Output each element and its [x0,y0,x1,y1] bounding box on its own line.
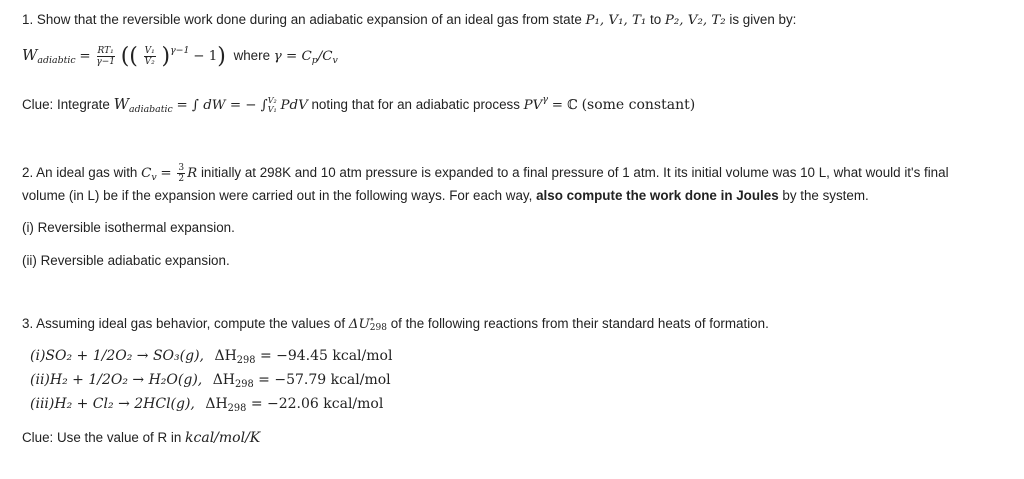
w-label: W [22,46,38,64]
q2-frac-den: 2 [178,174,185,184]
q1-is-given: is given by: [729,12,797,27]
frac-rt-den: γ−1 [96,56,115,67]
q1-text: 1. Show that the reversible work done during an adiabatic expansion of an ideal gas from state [22,12,582,27]
q1-line1 [22,12,796,28]
reaction-value: = −94.45 kcal/mol [259,348,393,364]
q2-intro: 2. An ideal gas with [22,165,138,181]
q3-clue-unit: kcal/mol/K [185,430,261,446]
q2-line2-a: volume (in L) be if the expansion were carried out in the following ways. For each way, [22,188,533,203]
q2-part2: (ii) Reversible adiabatic expansion. [22,253,230,268]
frac-rt [96,46,115,67]
reaction-value: = −22.06 kcal/mol [250,396,384,412]
q3-intro [22,316,769,332]
clue-w: W [113,95,129,113]
q2-cv-eq: = [160,166,172,182]
noting-text: noting that for an adiabatic process [311,97,520,112]
q2-line2 [22,188,869,203]
paren-close: ) [217,44,226,69]
frac-v [144,46,156,67]
q2-frac-num: 3 [178,163,185,173]
q3-du-scripts [370,316,387,332]
q2-line2-b: by the system. [782,188,869,203]
q3-clue-text: Clue: Use the value of R in [22,430,182,445]
frac-rt-num: RT₁ [97,45,114,56]
gamma-def: γ = C [273,49,312,64]
reaction-row [30,396,383,414]
q1-state1: P₁, V₁, T₁ [585,13,647,28]
q3-intro-b: of the following reactions from their standard heats of formation. [390,316,769,331]
q1-formula [22,44,338,69]
q1-clue [22,94,695,115]
cp-sub: p [311,55,318,66]
reaction-row [30,348,392,366]
q2-line2-bold: also compute the work done in Joules [536,188,779,203]
reaction-dh-sub: 298 [236,355,256,366]
q2-r: R [187,166,198,182]
q3-du-sup: ∘ [369,315,375,326]
pdv: PdV [280,98,308,113]
q1-state2: P₂, V₂, T₂ [664,13,726,28]
reaction-eq: SO₂ + 1/2O₂ → SO₃(g), [45,348,204,364]
paren-open: (( [120,44,138,69]
reaction-dh: ΔH [214,348,237,364]
reaction-row [30,372,391,390]
cv-sub: v [332,55,338,66]
frac-v-den: V₂ [144,56,155,67]
equals: = [79,49,91,64]
q3-du: ΔU [348,317,370,332]
q2-frac [177,163,185,184]
q2-part1: (i) Reversible isothermal expansion. [22,220,235,235]
q2-cv: C [141,166,152,182]
reaction-eq: H₂ + Cl₂ → 2HCl(g), [54,396,195,412]
reaction-label: (ii) [30,372,50,388]
q1-to: to [650,12,662,27]
reaction-dh: ΔH [205,396,228,412]
const-text: (some constant) [581,97,696,113]
reaction-dh-sub: 298 [227,403,247,414]
frac-v-num: V₁ [144,45,155,56]
q3-du-sub: 298 [369,323,387,334]
reaction-label: (i) [30,348,46,364]
reaction-dh: ΔH [212,372,236,388]
reaction-dh-sub: 298 [235,379,254,390]
slash-c: /C [317,49,333,64]
q2-line1 [22,163,949,184]
clue-label: Clue: Integrate [22,97,110,112]
q2-cv-sub: v [151,172,157,184]
reaction-eq: H₂ + 1/2O₂ → H₂O(g), [49,372,203,388]
q3-intro-a: 3. Assuming ideal gas behavior, compute the values of [22,316,346,331]
q3-clue [22,430,260,446]
where-text: where [233,48,271,63]
int-lower: V₁ [267,105,277,115]
gamma-sup: γ [542,94,548,105]
exponent: γ−1 [170,45,190,56]
paren-close-inner: ) [161,44,171,69]
w-sub: adiabtic [37,55,76,66]
q2-rest1: initially at 298K and 10 atm pressure is expanded to a final pressure of 1 atm. It its initial volume was 10 L, what would it's final [200,165,949,181]
reaction-label: (iii) [30,396,55,412]
const: = ℂ [551,98,578,113]
int-upper: V₂ [267,96,277,106]
pv-gamma: PV [523,98,543,113]
minus-one: − 1 [193,49,218,64]
reaction-value: = −57.79 kcal/mol [258,372,391,388]
integral-limits [268,96,277,114]
clue-integral: = ∫ dW = − ∫ [176,98,268,113]
clue-w-sub: adiabatic [129,104,173,115]
